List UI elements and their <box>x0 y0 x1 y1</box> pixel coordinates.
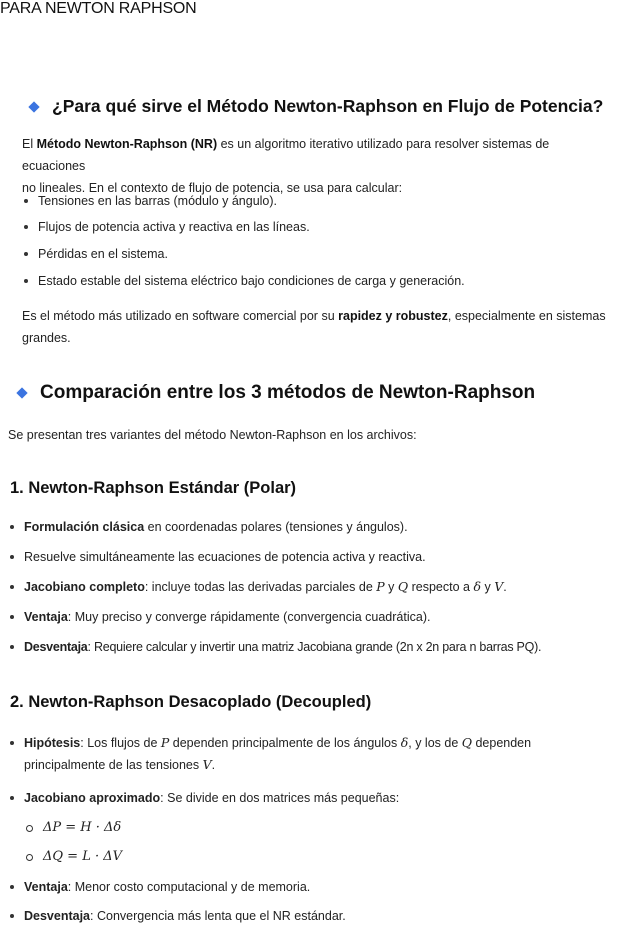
closing-bold: rapidez y robustez <box>338 309 448 323</box>
intro-text-3: no lineales. En el contexto de flujo de potencia, se usa para calcular: <box>22 181 403 195</box>
section-heading-text: ¿Para qué sirve el Método Newton-Raphson en Flujo de Potencia? <box>52 96 604 116</box>
bullet-dot-icon <box>24 252 28 256</box>
bullet-dot-icon <box>24 225 28 229</box>
circle-bullet-icon <box>26 825 33 832</box>
list-item-text: Jacobiano aproximado: Se divide en dos matrices más pequeñas: <box>24 791 400 805</box>
section-heading-purpose <box>30 96 603 117</box>
equation-item <box>24 817 121 839</box>
bullet-dot-icon <box>10 615 14 619</box>
equation-text: ΔP = H · Δδ <box>43 820 122 835</box>
list-item <box>8 546 426 568</box>
list-item-text: Desventaja: Requiere calcular y invertir una matriz Jacobiana grande (2n x 2n para n barras PQ). <box>24 640 542 654</box>
list-item <box>8 787 399 809</box>
list-item <box>8 732 608 776</box>
diamond-bullet-icon <box>16 387 27 398</box>
bullet-dot-icon <box>24 199 28 203</box>
bullet-dot-icon <box>10 585 14 589</box>
list-item <box>8 576 507 598</box>
list-item <box>22 270 465 292</box>
list-item <box>8 876 310 898</box>
bullet-dot-icon <box>10 885 14 889</box>
bullet-dot-icon <box>10 645 14 649</box>
closing-text: Es el método más utilizado en software comercial por su <box>22 309 339 323</box>
list-item-text: Jacobiano completo: incluye todas las derivadas parciales de P y Q respecto a δ y V. <box>24 579 507 594</box>
list-item-text: Hipótesis: Los flujos de P dependen principalmente de los ángulos δ, y los de Q dependen principalmente de las tensiones V. <box>24 735 532 772</box>
intro-text: El <box>22 137 37 151</box>
diamond-bullet-icon <box>28 101 39 112</box>
intro-text-2: es un algoritmo iterativo utilizado para resolver sistemas de ecuaciones <box>22 137 550 173</box>
list-item <box>22 190 277 212</box>
list-item <box>8 905 346 927</box>
bullet-dot-icon <box>10 525 14 529</box>
list-item <box>22 216 310 238</box>
comparison-intro: Se presentan tres variantes del método Newton-Raphson en los archivos: <box>8 428 417 442</box>
list-item-text: Ventaja: Menor costo computacional y de memoria. <box>24 880 311 894</box>
bullet-dot-icon <box>10 555 14 559</box>
list-item <box>8 606 430 628</box>
section-heading-comparison <box>18 382 535 404</box>
equation-item <box>24 846 122 868</box>
list-item <box>22 243 168 265</box>
list-item-text: Pérdidas en el sistema. <box>38 247 168 261</box>
list-item-text: Estado estable del sistema eléctrico bajo condiciones de carga y generación. <box>38 274 465 288</box>
subsection-heading-decoupled: 2. Newton-Raphson Desacoplado (Decoupled) <box>10 693 372 711</box>
bullet-dot-icon <box>24 279 28 283</box>
list-item-text: Formulación clásica en coordenadas polares (tensiones y ángulos). <box>24 520 408 534</box>
page-title: PARA NEWTON RAPHSON <box>0 0 197 17</box>
subsection-heading-standard: 1. Newton-Raphson Estándar (Polar) <box>10 479 297 497</box>
list-item-text: Flujos de potencia activa y reactiva en las líneas. <box>38 220 310 234</box>
closing-text-2: , especialmente en sistemas <box>447 309 606 323</box>
list-item-text: Tensiones en las barras (módulo y ángulo). <box>38 194 278 208</box>
closing-text-3: grandes. <box>22 331 71 345</box>
intro-bold: Método Newton-Raphson (NR) <box>36 137 218 151</box>
equation-text: ΔQ = L · ΔV <box>43 849 123 864</box>
section-heading-text: Comparación entre los 3 métodos de Newton-Raphson <box>40 382 536 403</box>
list-item <box>8 516 408 538</box>
closing-paragraph <box>22 305 612 349</box>
list-item <box>8 636 616 658</box>
list-item-text: Resuelve simultáneamente las ecuaciones de potencia activa y reactiva. <box>24 550 426 564</box>
list-item-text: Desventaja: Convergencia más lenta que el NR estándar. <box>24 909 346 923</box>
bullet-dot-icon <box>10 796 14 800</box>
list-item-text: Ventaja: Muy preciso y converge rápidamente (convergencia cuadrática). <box>24 610 431 624</box>
circle-bullet-icon <box>26 854 33 861</box>
bullet-dot-icon <box>10 741 14 745</box>
bullet-dot-icon <box>10 914 14 918</box>
